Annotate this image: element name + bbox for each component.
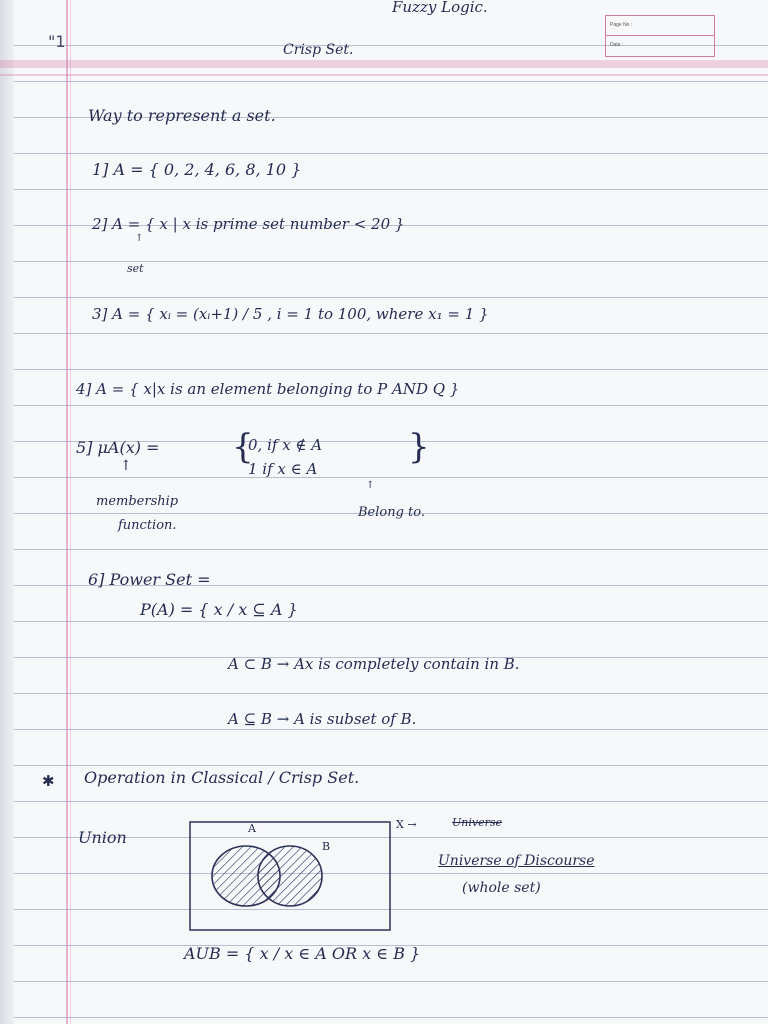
arrow-up-icon: ↑: [366, 480, 375, 491]
item-5-annotation-2: function.: [118, 518, 177, 533]
header-band: [0, 60, 768, 68]
item-5-annotation-1: membership: [96, 494, 179, 509]
item-3: 3] A = { xᵢ = (xᵢ+1) / 5 , i = 1 to 100, where x₁ = 1 }: [92, 305, 489, 323]
page-no-field: Page No :: [606, 16, 714, 36]
venn-label-x: X →: [396, 818, 417, 831]
margin-line: [66, 0, 68, 1024]
left-brace-icon: {: [232, 427, 254, 467]
item-5-case-1: 1 if x ∈ A: [248, 460, 318, 478]
item-4: 4] A = { x|x is an element belonging to P AND Q }: [76, 380, 460, 398]
union-formula: AUB = { x / x ∈ A OR x ∈ B }: [184, 944, 421, 963]
item-1: 1] A = { 0, 2, 4, 6, 8, 10 }: [92, 160, 302, 179]
venn-label-x-strike: Universe: [452, 816, 503, 829]
item-5-annotation-3: Belong to.: [358, 505, 426, 520]
universe-caption-2: (whole set): [462, 880, 541, 896]
item-2: 2] A = { x | x is prime set number < 20 }: [92, 215, 405, 233]
venn-diagram: [186, 818, 396, 934]
item-6-title: 6] Power Set =: [88, 570, 211, 589]
arrow-up-icon: ↑: [120, 458, 132, 474]
corner-mark: "1: [48, 32, 66, 51]
item-6-formula: P(A) = { x / x ⊆ A }: [140, 600, 298, 619]
item-6-line-1: A ⊂ B → Ax is completely contain in B.: [228, 655, 520, 673]
union-label: Union: [78, 828, 127, 847]
right-brace-icon: }: [408, 427, 430, 467]
header-rule: [0, 74, 768, 76]
page-info-box: [605, 15, 715, 57]
venn-label-b: B: [322, 840, 331, 853]
section-heading: Crisp Set.: [283, 42, 354, 58]
item-5-lhs: 5] μA(x) =: [76, 438, 160, 457]
set-b-circle: [258, 846, 322, 906]
universe-caption-1: Universe of Discourse: [438, 853, 595, 869]
intro-line: Way to represent a set.: [88, 106, 276, 125]
item-5-case-0: 0, if x ∉ A: [248, 436, 323, 454]
venn-label-a: A: [248, 822, 256, 835]
item-6-line-2: A ⊆ B → A is subset of B.: [228, 710, 417, 728]
star-icon: ✱: [42, 772, 55, 790]
date-field: Date :: [610, 42, 624, 48]
arrow-up-icon: ↑: [135, 233, 144, 244]
item-2-annotation: set: [127, 262, 144, 275]
operations-heading: Operation in Classical / Crisp Set.: [84, 768, 360, 787]
page-heading: Fuzzy Logic.: [392, 0, 488, 16]
margin-line-inner: [70, 0, 71, 1024]
